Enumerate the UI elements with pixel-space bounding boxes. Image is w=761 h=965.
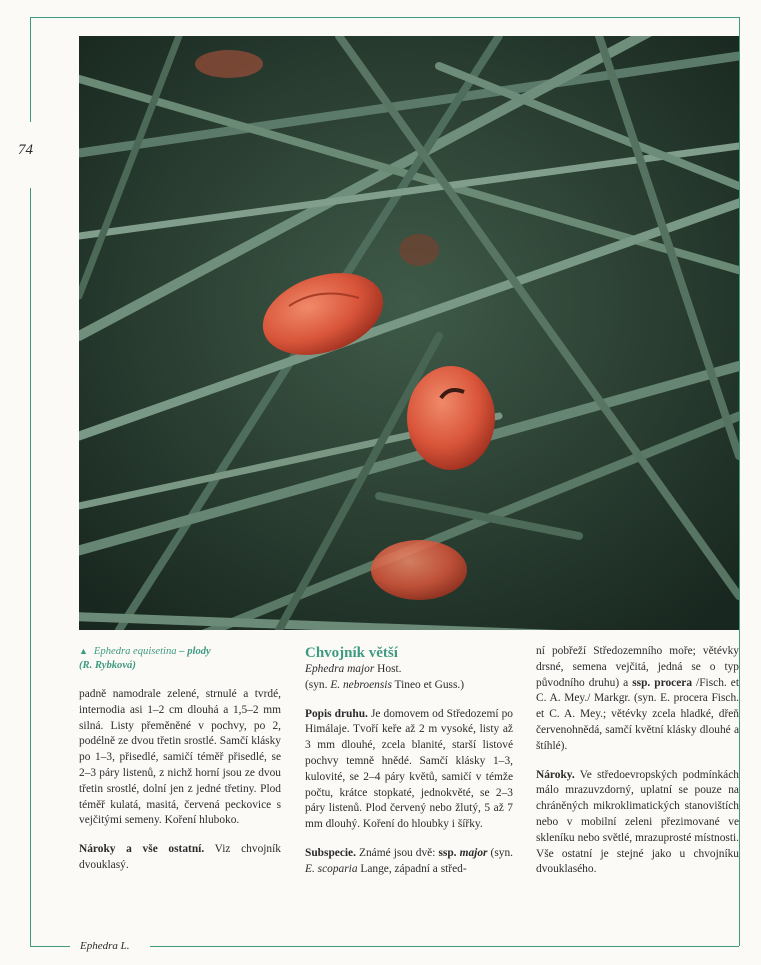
desc-label: Popis druhu. bbox=[305, 707, 368, 720]
syn-name: E. nebroensis bbox=[330, 678, 392, 691]
left-rule-lower bbox=[30, 188, 31, 946]
bottom-rule-right bbox=[150, 946, 739, 947]
sub-text-a: Známé jsou dvě: bbox=[355, 846, 439, 859]
req-text: Ve středoevropských podmínkách málo mrazuvzdorný, uplatní se pouze na chráněných mikroklimatických stanovištích nebo v mobilní zeleni přezimované ve skleníku nebo světlé, mrazuprosté místnosti. Vše ostatní je stejné jako u chvojníku dvouklasého. bbox=[536, 768, 739, 876]
text-column-2 bbox=[305, 644, 513, 891]
requirements bbox=[536, 768, 739, 879]
caption-taxon: Ephedra equisetina bbox=[93, 646, 177, 657]
col3-ssp-procera: ssp. procera bbox=[632, 676, 693, 689]
other-label: Nároky a vše ostatní. bbox=[79, 843, 205, 856]
caption-credit: (R. Rybková) bbox=[79, 660, 136, 671]
footer-genus bbox=[80, 940, 130, 952]
col3-paragraph bbox=[536, 644, 739, 755]
subspecies bbox=[305, 846, 513, 878]
col1-other bbox=[79, 842, 281, 874]
other-text: Viz chvojník dvouklasý. bbox=[79, 843, 281, 871]
top-rule bbox=[30, 17, 739, 18]
triangle-icon: ▲ bbox=[79, 646, 88, 656]
species-description bbox=[305, 707, 513, 833]
photo-ephedra-fruits bbox=[79, 36, 739, 630]
bottom-rule bbox=[30, 946, 70, 947]
right-rule bbox=[739, 17, 740, 946]
sub-text-end: Lange, západní a střed- bbox=[357, 862, 467, 875]
col3-text-a: ní pobřeží Středozemního moře; větévky drsné, semena vejčitá, jedná se o typ původního druhu) a bbox=[536, 645, 739, 689]
sub-syn: (syn. bbox=[487, 846, 513, 859]
desc-text: Je domovem od Středozemí po Himálaje. Tvoří keře až 2 m vysoké, listy až 3 mm dlouhé, zcela blanité, starší listové pochvy temně hnědé. Samčí klásky 1–3, kulovité, se 2–4 páry květů, samičí v témže počtu, krátce stopkaté, jednokvěté, se 2–3 páry listenů. Plod červený nebo žlutý, 5 až 7 mm dlouhý. Koření do hloubky i šířky. bbox=[305, 707, 513, 831]
photo-caption bbox=[79, 644, 281, 673]
latin-author: Host. bbox=[374, 663, 402, 675]
caption-rest: – plody bbox=[176, 646, 211, 657]
page-number: 74 bbox=[18, 142, 33, 158]
col3-text-b: /Fisch. et C. A. Mey./ Markgr. (syn. E. procera Fisch. et C. A. Mey.; větévky zcela hladké, dřeň červenohnědá, samčí květní klásky dlouhé a štíhlé). bbox=[536, 676, 739, 752]
text-column-1 bbox=[79, 644, 281, 887]
sub-label: Subspecie. bbox=[305, 846, 356, 859]
req-label: Nároky. bbox=[536, 768, 575, 781]
photo-illustration bbox=[79, 36, 739, 630]
sub-major: major bbox=[456, 846, 488, 859]
syn-author: Tineo et Guss.) bbox=[391, 678, 465, 691]
sub-ssp: ssp. bbox=[438, 846, 457, 859]
sub-syn-name: E. scoparia bbox=[305, 862, 358, 875]
footer-text: Ephedra L. bbox=[80, 940, 130, 952]
col1-body: padně namodrale zelené, strnulé a tvrdé, internodia asi 1–2 cm dlouhá a 1,5–2 mm silná. Listy přeměněné v pochvy, po 2, podélně ze dvou třetin srostlé. Samčí klásky po 1–3, přisedlé, samičí téměř přisedlé, se 2–3 páry listenů, z nichž horní jsou ze dvou třetin srostlé, dolní jen z jedné třetiny. Plod téměř kulatá, masitá, červená peckovice s vejčitými semeny. Koření hluboko. bbox=[79, 688, 281, 827]
latin-name: Ephedra major bbox=[305, 663, 375, 675]
left-rule bbox=[30, 17, 31, 122]
syn-open: (syn. bbox=[305, 678, 331, 691]
text-column-3 bbox=[536, 644, 739, 891]
species-title: Chvojník větší bbox=[305, 645, 398, 661]
species-latin bbox=[305, 662, 513, 694]
